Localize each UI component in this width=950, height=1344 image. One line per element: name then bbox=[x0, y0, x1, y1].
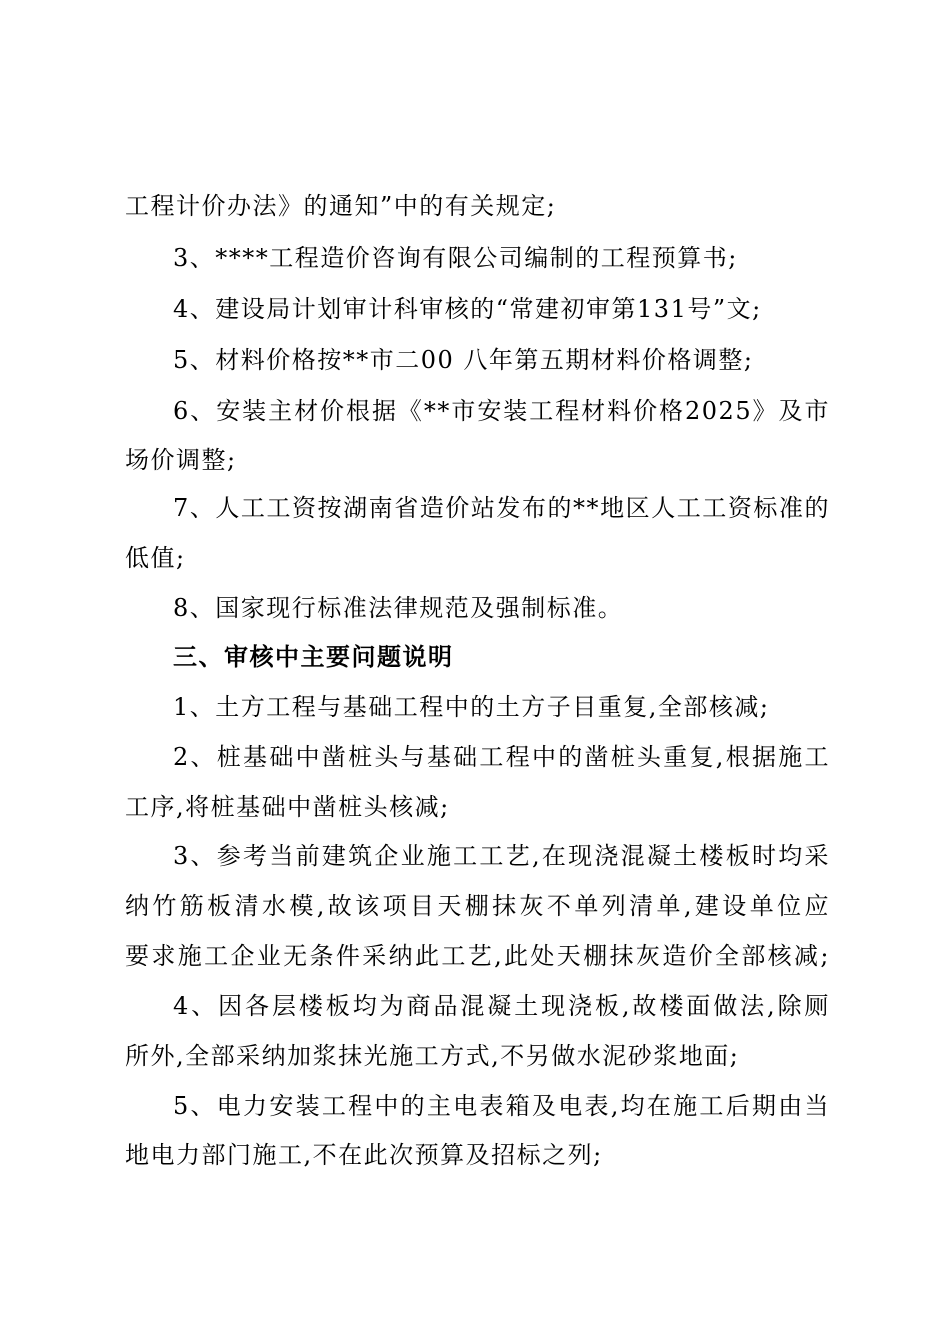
text-line-17: 4、因各层楼板均为商品混凝土现浇板,故楼面做法,除厕 bbox=[173, 992, 830, 1020]
text-line-15: 纳竹筋板清水模,故该项目天棚抹灰不单列清单,建设单位应 bbox=[125, 892, 830, 920]
text-line-8: 低值; bbox=[125, 544, 186, 572]
text-line-7: 7、人工工资按湖南省造价站发布的**地区人工工资标准的 bbox=[173, 494, 830, 522]
text-line-19: 5、电力安装工程中的主电表箱及电表,均在施工后期由当 bbox=[173, 1092, 830, 1120]
text-line-2: 3、****工程造价咨询有限公司编制的工程预算书; bbox=[173, 244, 738, 272]
text-line-12: 2、桩基础中凿桩头与基础工程中的凿桩头重复,根据施工 bbox=[173, 743, 830, 771]
text-line-4: 5、材料价格按**市二00 八年第五期材料价格调整; bbox=[173, 346, 754, 374]
text-line-18: 所外,全部采纳加浆抹光施工方式,不另做水泥砂浆地面; bbox=[125, 1042, 740, 1070]
text-line-20: 地电力部门施工,不在此次预算及招标之列; bbox=[125, 1141, 603, 1169]
section-heading: 三、审核中主要问题说明 bbox=[173, 643, 454, 671]
text-line-3: 4、建设局计划审计科审核的“常建初审第131号”文; bbox=[173, 295, 762, 323]
text-line-14: 3、参考当前建筑企业施工工艺,在现浇混凝土楼板时均采 bbox=[173, 842, 830, 870]
text-line-9: 8、国家现行标准法律规范及强制标准。 bbox=[173, 594, 624, 622]
text-line-16: 要求施工企业无条件采纳此工艺,此处天棚抹灰造价全部核减; bbox=[125, 942, 830, 970]
text-line-13: 工序,将桩基础中凿桩头核减; bbox=[125, 793, 450, 821]
text-line-1: 工程计价办法》的通知”中的有关规定; bbox=[125, 192, 557, 220]
text-line-6: 场价调整; bbox=[125, 446, 237, 474]
text-line-5: 6、安装主材价根据《**市安装工程材料价格2025》及市 bbox=[173, 397, 830, 425]
text-line-11: 1、土方工程与基础工程中的土方子目重复,全部核减; bbox=[173, 693, 770, 721]
